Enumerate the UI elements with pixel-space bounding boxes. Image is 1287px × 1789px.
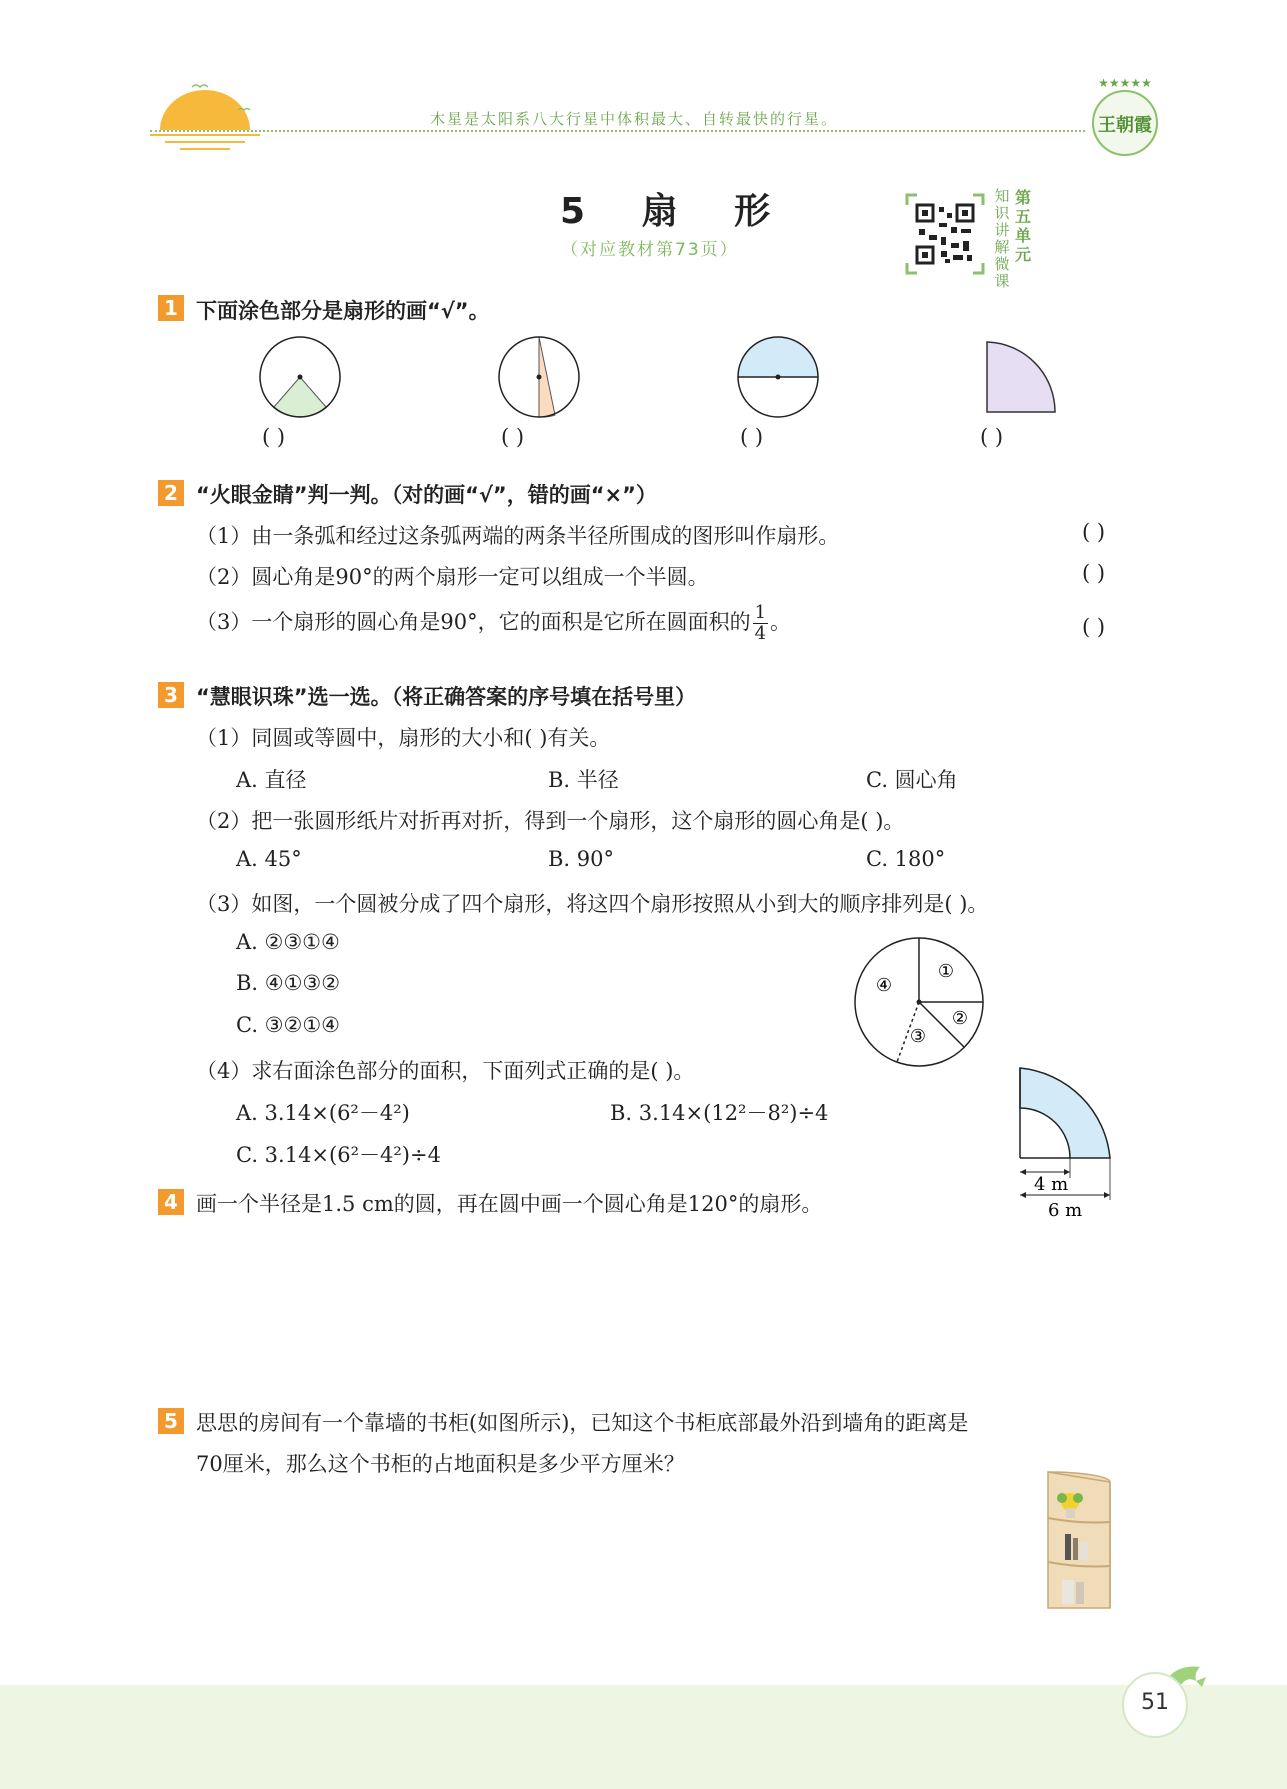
qr-label-right: 第五单元 <box>1014 188 1031 264</box>
q3-sub-3-option-b[interactable]: B. ④①③② <box>236 971 341 995</box>
q1-answer-1[interactable]: ( ) <box>262 425 286 449</box>
fraction-one-quarter <box>753 603 768 644</box>
question-1-number: 1 <box>158 295 184 321</box>
svg-text:★★★★★: ★★★★★ <box>1098 76 1152 90</box>
q4-drawing-area[interactable] <box>196 1230 1096 1390</box>
question-2-number: 2 <box>158 480 184 506</box>
q2-item-3 <box>196 603 791 644</box>
q1-answer-4[interactable]: ( ) <box>980 425 1004 449</box>
header-divider <box>150 130 1085 132</box>
q3-sub-1-option-c[interactable]: C. 圆心角 <box>866 768 958 792</box>
question-5-line-1: 思思的房间有一个靠墙的书柜(如图所示)，已知这个书柜底部最外沿到墙角的距离是 <box>196 1411 969 1435</box>
figure-circle-3 <box>736 335 820 423</box>
fraction-denominator: 4 <box>754 623 767 644</box>
question-5-number: 5 <box>158 1408 184 1434</box>
q3-sub-1-option-a[interactable]: A. 直径 <box>236 768 307 792</box>
q3-sub-1-option-b[interactable]: B. 半径 <box>548 768 619 792</box>
q3-sub-1: （1）同圆或等圆中，扇形的大小和( )有关。 <box>196 726 611 750</box>
q2-answer-1[interactable]: ( ) <box>1082 520 1106 544</box>
q3-sub-4-option-a[interactable]: A. 3.14×(6²－4²) <box>236 1101 410 1125</box>
question-4-number: 4 <box>158 1189 184 1215</box>
q3-sub-4: （4）求右面涂色部分的面积，下面列式正确的是( )。 <box>196 1059 695 1083</box>
figure-quarter-sector <box>985 340 1057 418</box>
q1-answer-3[interactable]: ( ) <box>740 425 764 449</box>
bookshelf-image <box>1040 1462 1120 1612</box>
question-1-title: 下面涂色部分是扇形的画“√”。 <box>196 299 490 323</box>
page-number: 51 <box>1141 1690 1169 1715</box>
sector-label-2: ② <box>951 1008 969 1029</box>
fraction-numerator: 1 <box>754 602 767 623</box>
sector-label-1: ① <box>937 961 955 982</box>
q2-item-1: （1）由一条弧和经过这条弧两端的两条半径所围成的图形叫作扇形。 <box>196 524 840 548</box>
q2-item-3-text: （3）一个扇形的圆心角是90°，它的面积是它所在圆面积的 <box>196 610 751 634</box>
dimension-inner: 4 m <box>1034 1174 1069 1195</box>
question-5-line-2: 70厘米，那么这个书柜的占地面积是多少平方厘米？ <box>196 1452 685 1476</box>
brand-text: 王朝霞 <box>1098 115 1152 136</box>
question-3-title: “慧眼识珠”选一选。（将正确答案的序号填在括号里） <box>196 685 697 709</box>
dimension-outer: 6 m <box>1048 1200 1083 1220</box>
q3-sub-3-option-a[interactable]: A. ②③①④ <box>236 930 340 954</box>
question-4-text: 画一个半径是1.5 cm的圆，再在圆中画一个圆心角是120°的扇形。 <box>196 1192 823 1216</box>
q3-sub-3: （3）如图，一个圆被分成了四个扇形，将这四个扇形按照从小到大的顺序排列是( )。 <box>196 892 989 916</box>
q2-answer-3[interactable]: ( ) <box>1082 615 1106 639</box>
page-title: 5 扇 形 <box>560 191 793 232</box>
q2-answer-2[interactable]: ( ) <box>1082 561 1106 585</box>
question-3-number: 3 <box>158 682 184 708</box>
q3-sub-2-option-c[interactable]: C. 180° <box>866 847 946 871</box>
qr-code[interactable] <box>905 193 985 275</box>
sector-label-3: ③ <box>909 1026 927 1047</box>
sun-logo <box>150 75 260 155</box>
brand-logo <box>1085 75 1165 165</box>
q3-sub-2-option-a[interactable]: A. 45° <box>236 847 302 871</box>
figure-circle-1 <box>258 335 342 423</box>
header-tip: 木星是太阳系八大行星中体积最大、自转最快的行星。 <box>430 110 839 128</box>
q3-sub-2: （2）把一张圆形纸片对折再对折，得到一个扇形，这个扇形的圆心角是( )。 <box>196 809 905 833</box>
page-subtitle: （对应教材第73页） <box>561 240 739 260</box>
q2-item-2: （2）圆心角是90°的两个扇形一定可以组成一个半圆。 <box>196 565 709 589</box>
q1-answer-2[interactable]: ( ) <box>501 425 525 449</box>
q3-sub-2-option-b[interactable]: B. 90° <box>548 847 615 871</box>
figure-annulus-sector <box>1010 1060 1130 1220</box>
figure-circle-2 <box>497 335 581 423</box>
sector-label-4: ④ <box>875 975 893 996</box>
footer-band <box>0 1685 1287 1789</box>
q3-sub-3-option-c[interactable]: C. ③②①④ <box>236 1013 340 1037</box>
q3-sub-4-option-b[interactable]: B. 3.14×(12²－8²)÷4 <box>610 1101 829 1125</box>
q3-sub-4-option-c[interactable]: C. 3.14×(6²－4²)÷4 <box>236 1143 441 1167</box>
qr-label-left: 知识讲解微课 <box>994 187 1010 290</box>
question-2-title: “火眼金睛”判一判。（对的画“√”，错的画“×”） <box>196 483 657 507</box>
figure-four-sectors <box>852 935 986 1069</box>
q2-item-3-end: 。 <box>770 610 792 634</box>
